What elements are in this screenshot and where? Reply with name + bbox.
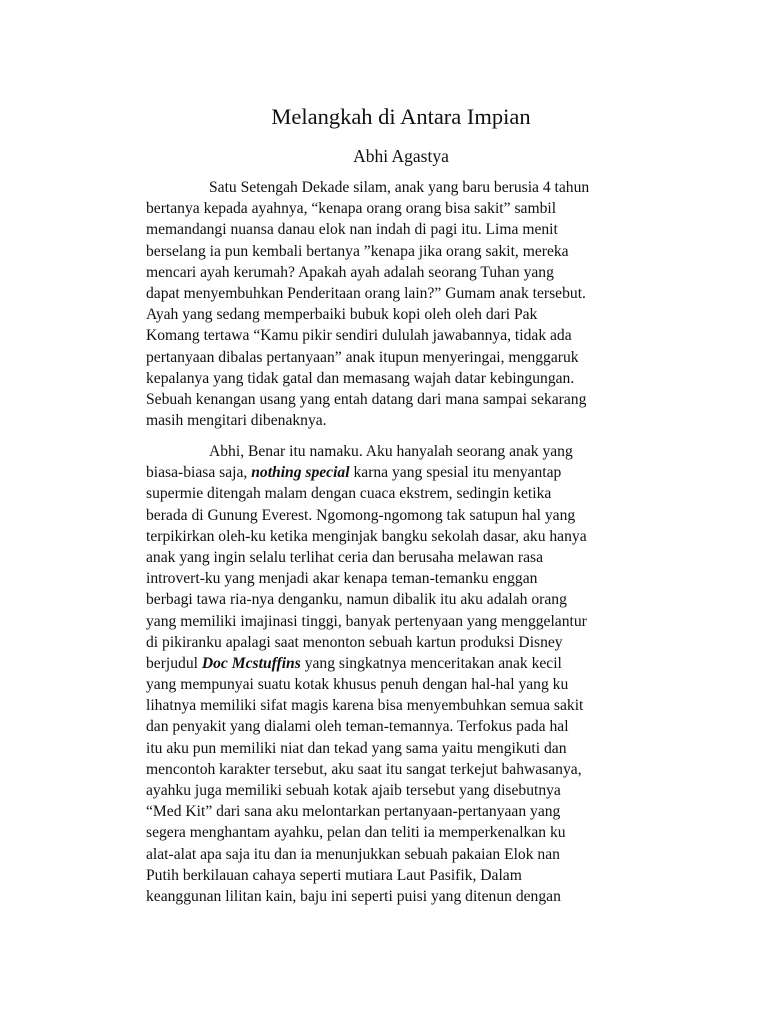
text-segment: berjudul	[146, 654, 202, 672]
emphasis-doc-mcstuffins: Doc Mcstuffins	[201, 654, 301, 672]
text-line: introvert-ku yang menjadi akar kenapa teman-temanku enggan	[146, 570, 538, 588]
text-line: supermie ditengah malam dengan cuaca ekstrem, sedingin ketika	[146, 485, 552, 503]
text-line: segera menghantam ayahku, pelan dan teliti ia memperkenalkan ku	[146, 824, 566, 842]
text-line: Ayah yang sedang memperbaiki bubuk kopi oleh oleh dari Pak	[146, 306, 538, 324]
text-line	[146, 653, 768, 674]
text-line: keanggunan lilitan kain, baju ini seperti puisi yang ditenun dengan	[146, 887, 561, 905]
document-author: Abhi Agastya	[353, 146, 449, 166]
text-line: lihatnya memiliki sifat magis karena bisa menyembuhkan semua sakit	[146, 697, 584, 715]
text-line	[146, 462, 768, 483]
text-line: alat-alat apa saja itu dan ia menunjukkan sebuah pakaian Elok nan	[146, 845, 560, 863]
paragraph-1	[0, 177, 768, 431]
text-line: itu aku pun memiliki niat dan tekad yang sama yaitu mengikuti dan	[146, 739, 567, 757]
text-line: “Med Kit” dari sana aku melontarkan pertanyaan-pertanyaan yang	[146, 803, 561, 821]
text-segment: karna yang spesial itu menyantap	[349, 464, 562, 482]
emphasis-nothing-special: nothing special	[251, 464, 350, 482]
text-line: Abhi, Benar itu namaku. Aku hanyalah seorang anak yang	[209, 443, 573, 460]
text-line: bertanya kepada ayahnya, “kenapa orang orang bisa sakit” sambil	[146, 200, 557, 218]
text-line: terpikirkan oleh-ku ketika menginjak bangku sekolah dasar, aku hanya	[146, 527, 587, 545]
text-line: di pikiranku apalagi saat menonton sebuah kartun produksi Disney	[146, 633, 563, 651]
text-line: mencari ayah kerumah? Apakah ayah adalah seorang Tuhan yang	[146, 263, 554, 281]
text-line: berselang ia pun kembali bertanya ”kenapa jika orang sakit, mereka	[146, 242, 569, 260]
text-line: Putih berkilauan cahaya seperti mutiara Laut Pasifik, Dalam	[146, 866, 522, 884]
text-segment: yang singkatnya menceritakan anak kecil	[300, 654, 562, 672]
text-line: pertanyaan dibalas pertanyaan” anak itupun menyeringai, menggaruk	[146, 348, 579, 366]
text-line: berbagi tawa ria-nya denganku, namun dibalik itu aku adalah orang	[146, 591, 567, 609]
text-line: anak yang ingin selalu terlihat ceria dan berusaha melawan rasa	[146, 548, 544, 566]
text-line: memandangi nuansa danau elok nan indah di pagi itu. Lima menit	[146, 221, 558, 239]
text-segment: biasa-biasa saja,	[146, 464, 252, 482]
text-line: Komang tertawa “Kamu pikir sendiri dululah jawabannya, tidak ada	[146, 327, 572, 345]
text-line: masih mengitari dibenaknya.	[146, 412, 327, 430]
text-line: kepalanya yang tidak gatal dan memasang wajah datar kebingungan.	[146, 369, 575, 387]
paragraph-2	[0, 441, 768, 907]
text-line: Sebuah kenangan usang yang entah datang dari mana sampai sekarang	[146, 390, 587, 408]
text-line: Satu Setengah Dekade silam, anak yang baru berusia 4 tahun	[209, 179, 590, 196]
text-line: dan penyakit yang dialami oleh teman-temannya. Terfokus pada hal	[146, 718, 569, 736]
text-line: dapat menyembuhkan Penderitaan orang lain?” Gumam anak tersebut.	[146, 284, 586, 302]
document-title: Melangkah di Antara Impian	[271, 104, 531, 129]
text-line: yang mempunyai suatu kotak khusus penuh dengan hal-hal yang ku	[146, 676, 569, 694]
text-line: yang memiliki imajinasi tinggi, banyak pertenyaan yang menggelantur	[146, 612, 587, 630]
text-line: mencontoh karakter tersebut, aku saat itu sangat terkejut bahwasanya,	[146, 760, 582, 778]
text-line: ayahku juga memiliki sebuah kotak ajaib tersebut yang disebutnya	[146, 782, 561, 799]
text-line: berada di Gunung Everest. Ngomong-ngomong tak satupun hal yang	[146, 506, 576, 524]
